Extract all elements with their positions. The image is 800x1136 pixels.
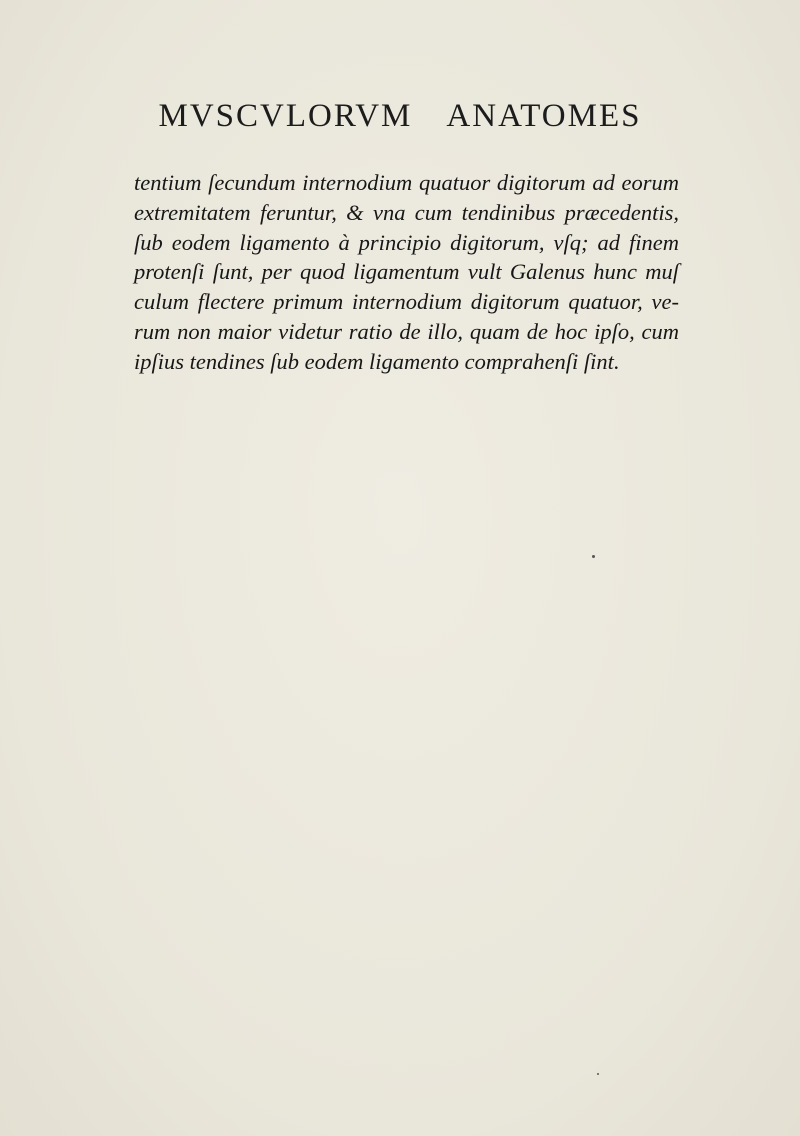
text-line-6: rum non maior videtur ratio de illo, quam de hoc ipſo, cum xyxy=(134,318,679,344)
running-head-right: ANATOMES xyxy=(446,98,642,134)
running-head-left: MVSCVLORVM xyxy=(158,98,413,134)
paper-speck xyxy=(592,555,595,558)
text-line-3: ſub eodem ligamento à principio digitorum, vſq; ad finem xyxy=(134,229,679,255)
text-line-1: tentium ſecundum internodium quatuor digitorum ad eorum xyxy=(134,170,679,195)
running-head xyxy=(0,98,800,135)
text-line-4: protenſi ſunt, per quod ligamentum vult Galenus hunc muſ xyxy=(134,259,679,285)
text-line-7: ipſius tendines ſub eodem ligamento comprahenſi ſint. xyxy=(134,348,620,374)
text-line-2: extremitatem feruntur, & vna cum tendinibus præcedentis, xyxy=(134,199,679,225)
body-paragraph xyxy=(134,168,679,377)
paper-speck xyxy=(597,1073,599,1075)
text-line-5: culum flectere primum internodium digitorum quatuor, ve- xyxy=(134,289,679,315)
